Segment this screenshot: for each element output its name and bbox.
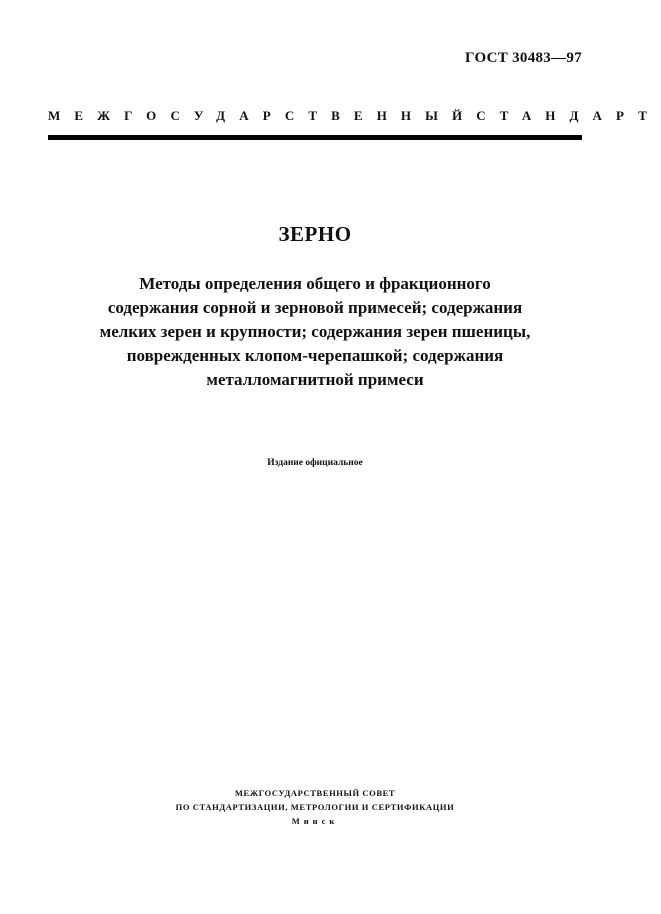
header-rule — [48, 135, 582, 140]
subtitle-line: металломагнитной примеси — [206, 370, 424, 389]
header-right-word: СТАНДАРТ — [476, 108, 661, 123]
publisher-block — [0, 786, 630, 828]
subtitle-line: поврежденных клопом-черепашкой; содержания — [126, 346, 504, 365]
document-subtitle — [40, 272, 590, 392]
standard-number: ГОСТ 30483—97 — [464, 50, 582, 66]
publisher-line: ПО СТАНДАРТИЗАЦИИ, МЕТРОЛОГИИ И СЕРТИФИКАЦИИ — [175, 802, 455, 812]
header-left-word: МЕЖГОСУДАРСТВЕННЫЙ — [48, 108, 477, 123]
subtitle-line: содержания сорной и зерновой примесей; содержания — [107, 298, 523, 317]
publisher-city: Минск — [291, 816, 339, 826]
subtitle-line: Методы определения общего и фракционного — [139, 274, 491, 293]
edition-label: Издание официальное — [267, 458, 363, 468]
subtitle-line: мелких зерен и крупности; содержания зерен пшеницы, — [99, 322, 531, 341]
publisher-line: МЕЖГОСУДАРСТВЕННЫЙ СОВЕТ — [234, 788, 396, 798]
document-title: ЗЕРНО — [278, 222, 352, 246]
standard-type-header — [48, 108, 661, 124]
